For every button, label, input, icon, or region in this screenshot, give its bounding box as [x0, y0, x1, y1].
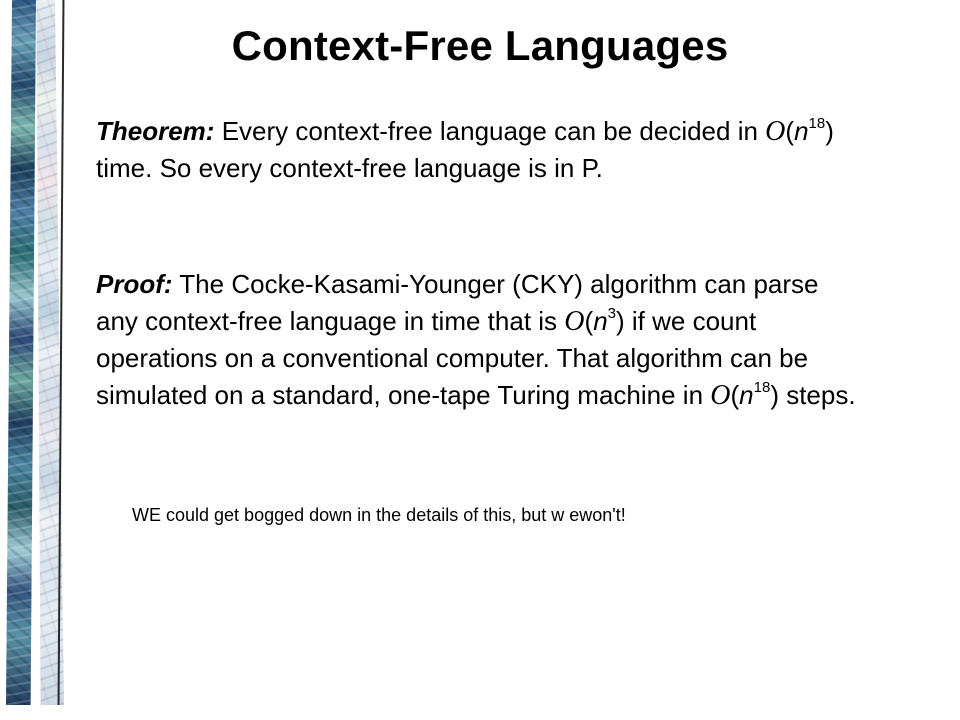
variable-n: n [794, 116, 809, 146]
exponent: 18 [753, 379, 771, 397]
proof-label: Proof: [96, 269, 173, 299]
slide-title: Context-Free Languages [231, 22, 729, 69]
exponent: 3 [607, 305, 616, 323]
exponent: 18 [808, 115, 826, 133]
theorem-paragraph: Theorem: Every context-free language can be decided in $O(n^{18})$ time. So every context-free language is in P. [96, 115, 834, 183]
variable-n: n [739, 380, 754, 410]
proof-paragraph: Proof: The Cocke-Kasami-Younger (CKY) algorithm can parse any context-free language in time that is $O(n^3)$ if we count operations on a conventional computer. That algorithm can be simulated on a standard, one-tape Turing machine in $O(n^{18})$ steps. [96, 269, 856, 411]
big-o-symbol: O [564, 306, 585, 337]
theorem-text-1: Every context-free language can be decided in [214, 116, 766, 146]
theorem-text-2: ) time. So every context-free language is in P. [96, 116, 834, 183]
proof-text-2: ) if we count operations on a conventional computer. That algorithm can be simulated on a standard, one-tape Turing machine in [96, 306, 809, 410]
proof-text-1: The Cocke-Kasami-Younger (CKY) algorithm can parse any context-free language in time that is [96, 269, 819, 336]
proof-text-3: ) steps. [770, 380, 856, 410]
speaker-note: WE could get bogged down in the details of this, but w ewon't! [132, 505, 626, 525]
big-o-symbol: O [710, 380, 731, 411]
decorative-strip-left [6, 0, 36, 705]
variable-n: n [593, 306, 608, 336]
theorem-label: Theorem: [96, 116, 215, 146]
big-o-symbol: O [765, 116, 786, 147]
